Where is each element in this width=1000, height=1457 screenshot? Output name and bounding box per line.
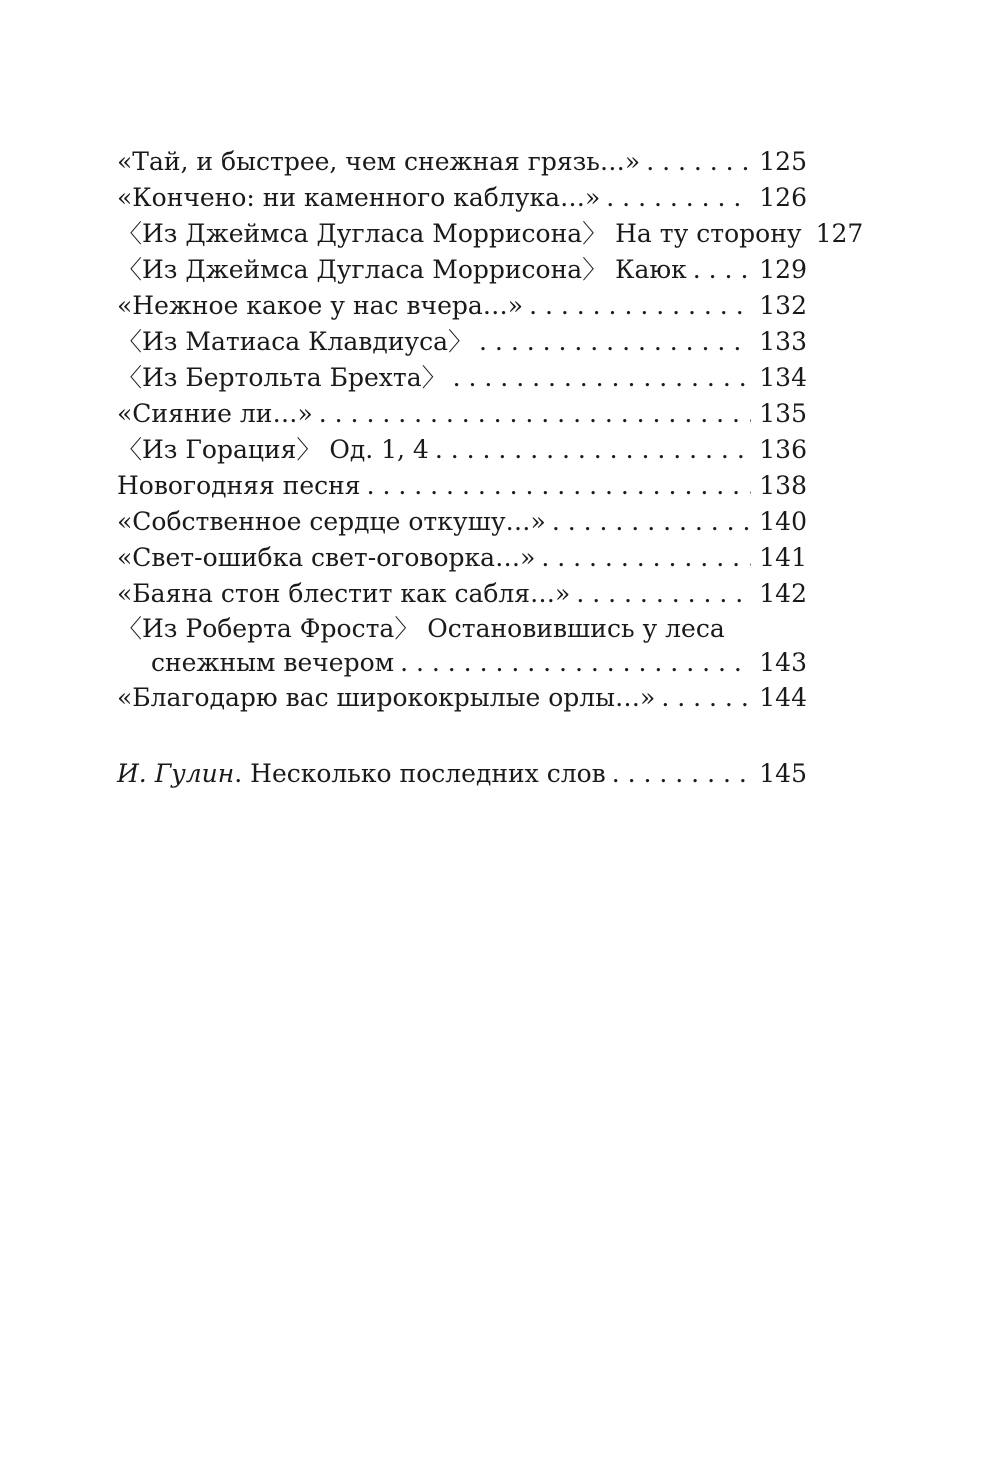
toc-entry-page: 127 bbox=[815, 219, 864, 248]
dot-leader bbox=[612, 756, 752, 792]
toc-entry-page: 133 bbox=[759, 327, 807, 356]
toc-entry-title: 〈Из Матиаса Клавдиуса〉 bbox=[117, 327, 474, 356]
dot-leader bbox=[646, 144, 751, 180]
afterword-title-group bbox=[117, 756, 606, 792]
toc-entry bbox=[117, 540, 807, 576]
dot-leader bbox=[479, 324, 751, 360]
toc-entry-title-line2: снежным вечером bbox=[151, 648, 395, 677]
toc-entry-title: «Баяна стон блестит как сабля…» bbox=[117, 579, 571, 608]
toc-entry-title: 〈Из Джеймса Дугласа Моррисона〉 Каюк bbox=[117, 255, 687, 284]
toc-entry bbox=[117, 396, 807, 432]
toc-entry-title: «Кончено: ни каменного каблука…» bbox=[117, 183, 601, 212]
toc-entry-multiline bbox=[117, 612, 807, 680]
toc-entry-page: 143 bbox=[759, 648, 807, 677]
toc-entry-page: 125 bbox=[759, 147, 807, 176]
toc-entry bbox=[117, 252, 807, 288]
toc-entry bbox=[117, 756, 807, 792]
toc-entry bbox=[117, 180, 807, 216]
toc-entry-title: «Сияние ли…» bbox=[117, 399, 313, 428]
toc-entry-page: 135 bbox=[759, 399, 807, 428]
dot-leader bbox=[367, 468, 752, 504]
toc-entry-title-line1: 〈Из Роберта Фроста〉 Остановившись у леса bbox=[117, 614, 725, 643]
toc-entry-title: «Свет-ошибка свет-оговорка…» bbox=[117, 543, 536, 572]
dot-leader bbox=[661, 680, 751, 716]
toc-entry-page: 141 bbox=[759, 543, 807, 572]
toc-entry bbox=[117, 468, 807, 504]
table-of-contents bbox=[117, 144, 864, 716]
toc-entry bbox=[117, 504, 807, 540]
toc-entry-page: 140 bbox=[759, 507, 807, 536]
toc-entry-page: 134 bbox=[759, 363, 807, 392]
toc-entry-second-line bbox=[117, 646, 807, 680]
toc-entry bbox=[117, 324, 807, 360]
toc-entry-title: Новогодняя песня bbox=[117, 471, 361, 500]
afterword-page: 145 bbox=[759, 759, 807, 788]
dot-leader bbox=[529, 288, 751, 324]
dot-leader bbox=[435, 432, 751, 468]
toc-entry-page: 126 bbox=[759, 183, 807, 212]
dot-leader bbox=[453, 360, 752, 396]
dot-leader bbox=[552, 504, 751, 540]
toc-entry-page: 138 bbox=[759, 471, 807, 500]
toc-entry bbox=[117, 216, 864, 252]
afterword-entry bbox=[117, 756, 807, 792]
toc-entry bbox=[117, 576, 807, 612]
toc-entry-page: 129 bbox=[759, 255, 807, 284]
afterword-separator: . bbox=[234, 759, 251, 788]
toc-entry-title: 〈Из Бертольта Брехта〉 bbox=[117, 363, 447, 392]
toc-entry-title: 〈Из Горация〉 Од. 1, 4 bbox=[117, 435, 429, 464]
dot-leader bbox=[606, 180, 751, 216]
toc-entry-title: «Нежное какое у нас вчера…» bbox=[117, 291, 524, 320]
afterword-title: Несколько последних слов bbox=[250, 759, 606, 788]
toc-entry bbox=[117, 288, 807, 324]
dot-leader bbox=[541, 540, 751, 576]
toc-entry-page: 142 bbox=[759, 579, 807, 608]
toc-entry-title: 〈Из Джеймса Дугласа Моррисона〉 На ту сторону bbox=[117, 219, 802, 248]
dot-leader bbox=[693, 252, 752, 288]
toc-entry-title: «Благодарю вас ширококрылые орлы…» bbox=[117, 683, 656, 712]
dot-leader bbox=[576, 576, 751, 612]
toc-entry bbox=[117, 360, 807, 396]
toc-entry bbox=[117, 144, 807, 180]
afterword-author: И. Гулин bbox=[117, 759, 235, 788]
toc-entry-title: «Тай, и быстрее, чем снежная грязь…» bbox=[117, 147, 641, 176]
toc-entry-page: 132 bbox=[759, 291, 807, 320]
toc-entry-title: «Собственное сердце откушу…» bbox=[117, 507, 546, 536]
toc-entry bbox=[117, 680, 807, 716]
toc-entry bbox=[117, 432, 807, 468]
toc-entry-page: 144 bbox=[759, 683, 807, 712]
dot-leader bbox=[400, 646, 751, 680]
toc-entry-page: 136 bbox=[759, 435, 807, 464]
dot-leader bbox=[319, 396, 752, 432]
